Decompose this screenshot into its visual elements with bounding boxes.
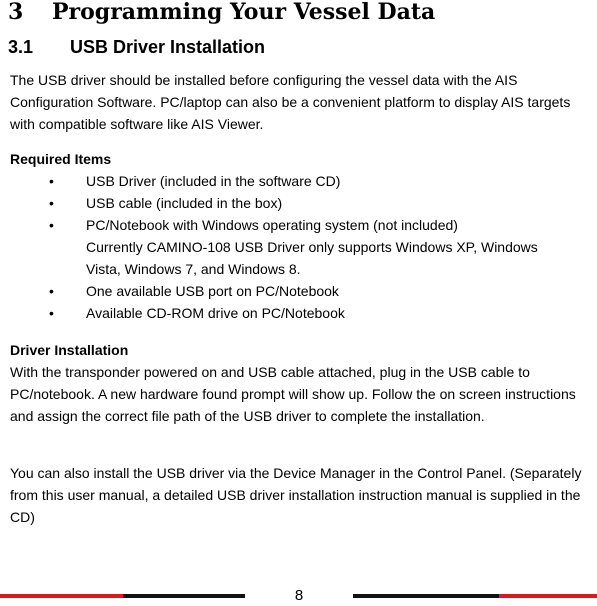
- required-items-heading: Required Items: [10, 151, 112, 167]
- list-item: [0, 302, 572, 324]
- device-manager-paragraph: You can also install the USB driver via the Device Manager in the Control Panel. (Separately from this user manual, a detailed USB driver installation instruction manual is supplied in the CD): [10, 465, 582, 525]
- list-item: [0, 214, 572, 280]
- intro-paragraph: The USB driver should be installed before configuring the vessel data with the AIS Configuration Software. PC/laptop can also be a convenient platform to display AIS targets with compatible software like AIS Viewer.: [10, 72, 571, 132]
- bullet-icon: •: [49, 173, 54, 189]
- chapter-number: 3: [8, 0, 24, 25]
- bullet-icon: •: [49, 305, 54, 321]
- bullet-icon: •: [49, 283, 54, 299]
- list-item: [0, 170, 572, 192]
- footer-rule-red-right: [499, 594, 597, 598]
- list-item-text: USB cable (included in the box): [86, 195, 283, 211]
- bullet-icon: •: [49, 217, 54, 233]
- list-item-text: USB Driver (included in the software CD): [86, 173, 341, 189]
- chapter-heading: [8, 0, 435, 26]
- page-number: 8: [294, 587, 304, 604]
- list-item-text: PC/Notebook with Windows operating system (not included): [86, 217, 458, 233]
- footer-rule-black-right: [353, 594, 499, 598]
- driver-installation-paragraph: With the transponder powered on and USB cable attached, plug in the USB cable to PC/notebook. A new hardware found prompt will show up. Follow the on screen instructions and assign the correct file path of the USB driver to complete the installation.: [10, 364, 576, 424]
- footer-rule-red-left: [0, 594, 123, 598]
- section-number: 3.1: [8, 37, 34, 57]
- bullet-icon: •: [49, 195, 54, 211]
- list-item-note: Currently CAMINO-108 USB Driver only supports Windows XP, Windows Vista, Windows 7, and Windows 8.: [86, 239, 538, 277]
- required-items-list: [0, 170, 597, 324]
- chapter-title: Programming Your Vessel Data: [52, 0, 436, 25]
- section-title: USB Driver Installation: [70, 37, 266, 57]
- list-item: [0, 280, 572, 302]
- list-item-text: One available USB port on PC/Notebook: [86, 283, 339, 299]
- list-item: [0, 192, 572, 214]
- list-item-text: Available CD-ROM drive on PC/Notebook: [86, 305, 345, 321]
- footer-rule-black-left: [123, 594, 245, 598]
- driver-installation-heading: Driver Installation: [10, 342, 129, 358]
- section-heading: [8, 36, 265, 58]
